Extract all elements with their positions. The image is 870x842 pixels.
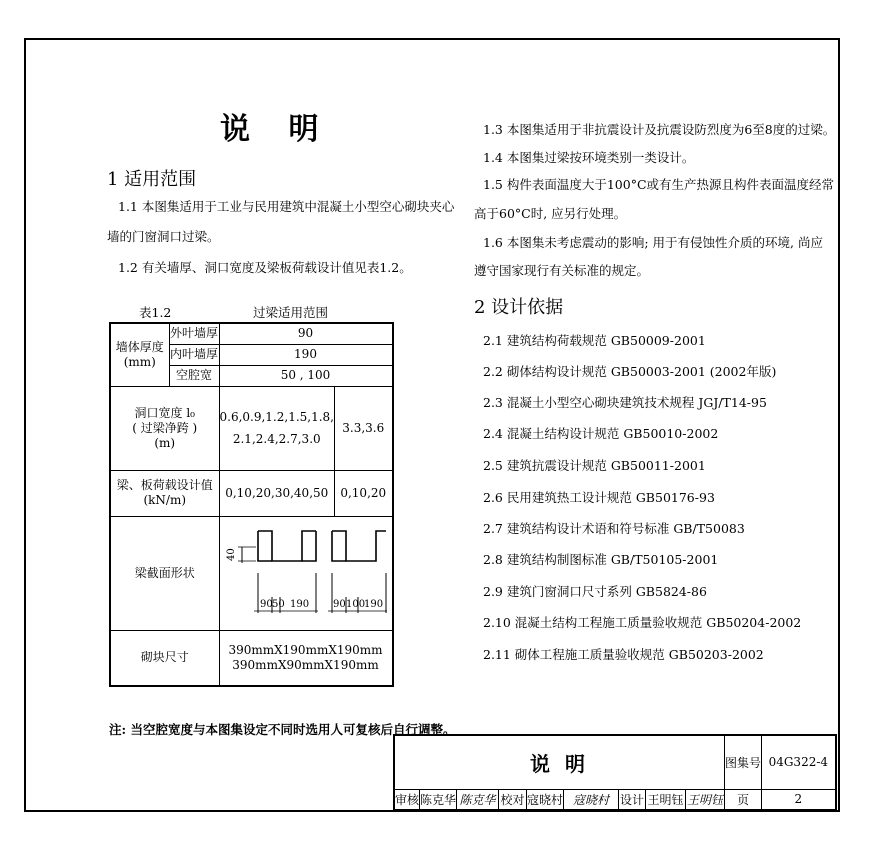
left-section-outline-right <box>302 531 316 561</box>
para-1-3: 1.3 本图集适用于非抗震设计及抗震设防烈度为6至8度的过梁。 <box>483 122 836 137</box>
section-shape-drawing <box>219 516 393 630</box>
page-label: 页 <box>725 789 762 810</box>
load-values-1: 0,10,20,30,40,50 <box>219 470 335 516</box>
left-section-outline <box>258 531 272 561</box>
page-title: 说 明 <box>220 112 333 147</box>
check-label: 校对 <box>499 789 527 810</box>
opening-width-label <box>110 386 219 470</box>
opening-values-2: 3.3,3.6 <box>335 386 393 470</box>
outer-wall-value: 90 <box>219 323 393 344</box>
dim-height-label: 40 <box>225 548 237 561</box>
atlas-no-label: 图集号 <box>725 735 762 789</box>
opening-width-text: 洞口宽度 l₀ <box>134 405 195 420</box>
footnote: 注: 当空腔宽度与本图集设定不同时选用人可复核后自行调整。 <box>109 722 456 737</box>
block-size-label: 砌块尺寸 <box>110 630 219 686</box>
titleblock-title: 说 明 <box>394 735 725 789</box>
review-signature: 陈克华 <box>457 789 499 810</box>
para-1-6-line1: 1.6 本图集未考虑震动的影响; 用于有侵蚀性介质的环境, 尚应 <box>483 235 823 250</box>
para-1-5-line2: 高于60°C时, 应另行处理。 <box>474 206 627 221</box>
design-signature: 王明钰 <box>686 789 725 810</box>
beam-section-svg <box>220 517 387 629</box>
ref-item: 2.10 混凝土结构工程施工质量验收规范 GB50204-2002 <box>483 615 802 630</box>
ref-item: 2.5 建筑抗震设计规范 GB50011-2001 <box>483 458 706 473</box>
check-name: 寇晓村 <box>527 789 564 810</box>
left-section-shape <box>258 531 316 561</box>
load-label <box>110 470 219 516</box>
title-block <box>393 734 837 811</box>
load-label-unit: (kN/m) <box>143 493 187 507</box>
block-size-1: 390mmX190mmX190mm <box>228 642 383 657</box>
para-1-5-line1: 1.5 构件表面温度大于100°C或有生产热源且构件表面温度经常 <box>483 177 835 192</box>
review-name: 陈克华 <box>420 789 457 810</box>
ref-item: 2.1 建筑结构荷载规范 GB50009-2001 <box>483 333 706 348</box>
para-1-4: 1.4 本图集过梁按环境类别一类设计。 <box>483 150 695 165</box>
section1-heading: 1 适用范围 <box>107 169 197 190</box>
ref-item: 2.7 建筑结构设计术语和符号标准 GB/T50083 <box>483 521 745 536</box>
ref-item: 2.3 混凝土小型空心砌块建筑技术规程 JGJ/T14-95 <box>483 395 767 410</box>
load-values-2: 0,10,20 <box>335 470 393 516</box>
wall-thickness-label <box>110 323 169 386</box>
dim-right-0: 90 <box>332 599 346 610</box>
page-number: 2 <box>762 789 836 810</box>
ref-item: 2.2 砌体结构设计规范 GB50003-2001 (2002年版) <box>483 364 777 379</box>
dim-left-1: 50 <box>271 599 285 610</box>
load-label-text: 梁、板荷载设计值 <box>116 478 213 492</box>
right-section-shape <box>332 531 386 561</box>
opening-values-1-line2: 2.1,2.4,2.7,3.0 <box>232 432 321 446</box>
outer-wall-label: 外叶墙厚 <box>169 323 219 344</box>
section-shape-label: 梁截面形状 <box>110 516 219 630</box>
wall-thickness-unit: (mm) <box>123 354 156 369</box>
block-size-2: 390mmX90mmX190mm <box>232 657 379 672</box>
cavity-value: 50 , 100 <box>219 365 393 386</box>
right-section-outline <box>332 531 346 561</box>
para-1-2: 1.2 有关墙厚、洞口宽度及梁板荷载设计值见表1.2。 <box>118 260 412 275</box>
dim-right-2: 190 <box>363 599 383 610</box>
ref-item: 2.11 砌体工程施工质量验收规范 GB50203-2002 <box>483 647 764 662</box>
ref-item: 2.6 民用建筑热工设计规范 GB50176-93 <box>483 490 715 505</box>
ref-item: 2.8 建筑结构制图标准 GB/T50105-2001 <box>483 552 719 567</box>
block-size-values <box>219 630 393 686</box>
dim-left-2: 190 <box>289 599 309 610</box>
check-signature: 寇晓村 <box>564 789 619 810</box>
atlas-no-value: 04G322-4 <box>762 735 836 789</box>
spec-table <box>109 322 394 687</box>
opening-width-unit: (m) <box>154 435 176 450</box>
section2-heading: 2 设计依据 <box>474 297 564 318</box>
table-caption-number: 表1.2 <box>139 305 172 320</box>
opening-values-1 <box>219 386 335 470</box>
design-name: 王明钰 <box>646 789 686 810</box>
ref-item: 2.4 混凝土结构设计规范 GB50010-2002 <box>483 426 719 441</box>
dim-right-1: 100 <box>345 599 365 610</box>
para-1-1-line2: 墙的门窗洞口过梁。 <box>107 229 220 244</box>
ref-item: 2.9 建筑门窗洞口尺寸系列 GB5824-86 <box>483 584 707 599</box>
para-1-1-line1: 1.1 本图集适用于工业与民用建筑中混凝土小型空心砌块夹心 <box>118 199 455 214</box>
cavity-label: 空腔宽 <box>169 365 219 386</box>
opening-width-sub: ( 过梁净跨 ) <box>132 420 198 435</box>
review-label: 审核 <box>394 789 420 810</box>
para-1-6-line2: 遵守国家现行有关标准的规定。 <box>474 263 650 278</box>
opening-values-1-line1: 0.6,0.9,1.2,1.5,1.8, <box>219 410 334 424</box>
wall-thickness-text: 墙体厚度 <box>115 339 164 354</box>
dim-left-0: 90 <box>259 599 273 610</box>
inner-wall-label: 内叶墙厚 <box>169 344 219 365</box>
table-caption-title: 过梁适用范围 <box>253 305 329 320</box>
design-label: 设计 <box>619 789 646 810</box>
inner-wall-value: 190 <box>219 344 393 365</box>
